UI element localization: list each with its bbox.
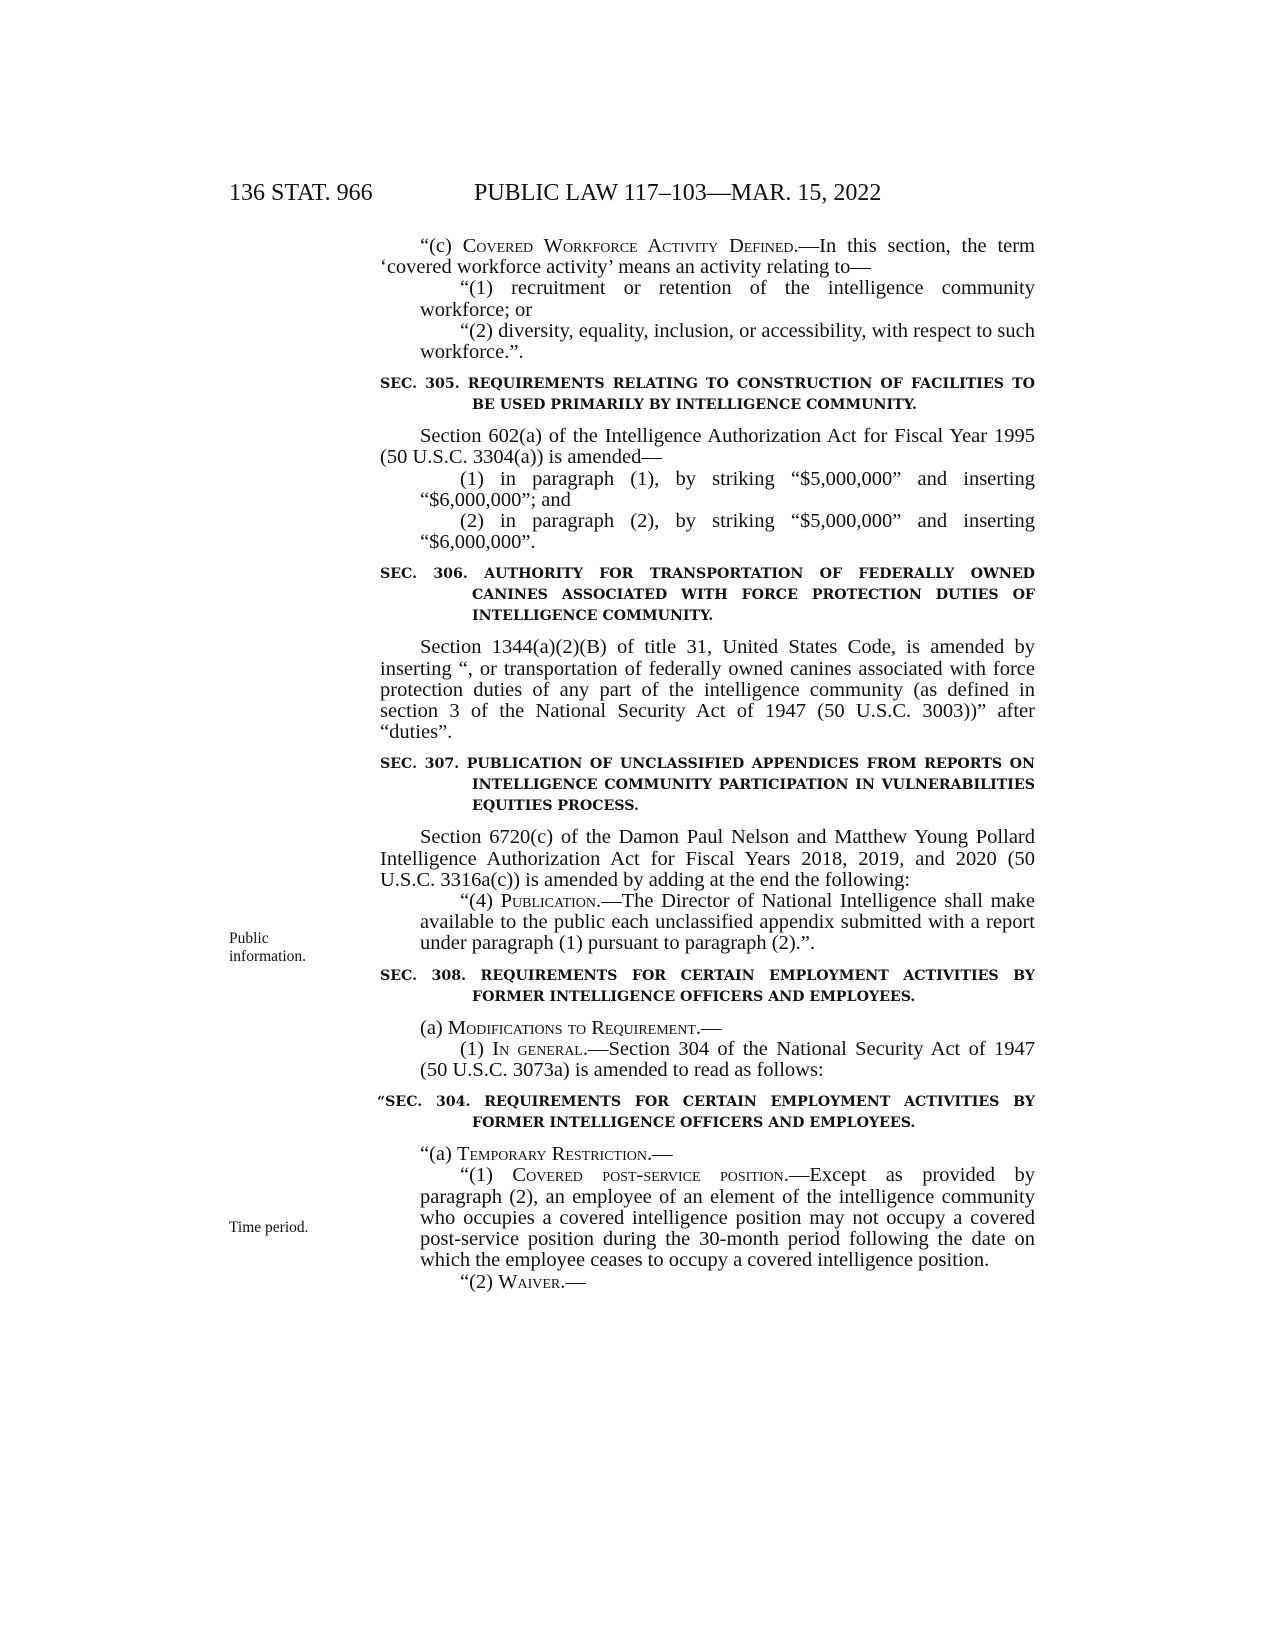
public-law-citation: PUBLIC LAW 117–103—MAR. 15, 2022 [474,180,882,206]
section-307-heading: SEC. 307. PUBLICATION OF UNCLASSIFIED APPENDICES FROM REPORTS ON INTELLIGENCE COMMUNITY PARTICIPATION IN VULNERABILITIES EQUITIES PROCESS. [380,756,1035,815]
subsection-heading: Temporary Restriction [456,1143,647,1166]
section-304-heading: “SEC. 304. REQUIREMENTS FOR CERTAIN EMPLOYMENT ACTIVITIES BY FORMER INTELLIGENCE OFFICERS AND EMPLOYEES. [377,1094,1035,1132]
section-304-paragraph-1 [380,1165,1035,1271]
section-305-heading: SEC. 305. REQUIREMENTS RELATING TO CONSTRUCTION OF FACILITIES TO BE USED PRIMARILY BY INTELLIGENCE COMMUNITY. [380,376,1035,414]
paragraph-open: “(a) [420,1143,457,1166]
section-305-intro: Section 602(a) of the Intelligence Authorization Act for Fiscal Year 1995 (50 U.S.C. 3304(a)) is amended— [380,425,1035,469]
page-header [229,180,929,220]
paragraph-open: “(4) [460,890,501,913]
paragraph-open: “(2) [460,1270,499,1293]
section-307-paragraph-4 [380,891,1035,955]
section-306-heading: SEC. 306. AUTHORITY FOR TRANSPORTATION OF FEDERALLY OWNED CANINES ASSOCIATED WITH FORCE PROTECTION DUTIES OF INTELLIGENCE COMMUNITY. [380,566,1035,625]
section-308-subsection-a [380,1018,1035,1039]
paragraph-text: .—Except as provided by paragraph (2), an employee of an element of the intelligence community who occupies a covered intelligence position may not occupy a covered post-service position during the 30-month period following the date on which the employee ceases to occupy a covered intelligence position. [420,1164,1035,1272]
section-308-paragraph-1 [380,1039,1035,1081]
section-304-subsection-a [380,1144,1035,1165]
paragraph-heading: Covered post-service position [512,1164,784,1187]
paragraph-open: “(1) [460,1164,513,1187]
margin-note-time-period: Time period. [229,1219,309,1236]
section-308-heading: SEC. 308. REQUIREMENTS FOR CERTAIN EMPLOYMENT ACTIVITIES BY FORMER INTELLIGENCE OFFICERS AND EMPLOYEES. [380,967,1035,1005]
margin-note-public-information [229,930,349,966]
section-305-paragraph-2: (2) in paragraph (2), by striking “$5,000,000” and inserting “$6,000,000”. [420,510,1035,554]
section-306-text: Section 1344(a)(2)(B) of title 31, United States Code, is amended by inserting “, or transportation of federally owned canines associated with force protection duties of any part of the intelligence community (as defined in section 3 of the National Security Act of 1947 (50 U.S.C. 3003))” after “duties”. [380,636,1035,744]
subsection-heading: Covered Workforce Activity Defined [462,235,794,257]
paragraph-text: .—Section 304 of the National Security Act of 1947 (50 U.S.C. 3073a) is amended to read as follows: [420,1037,1036,1082]
paragraph-text: .—In this section, the term ‘covered workforce activity’ means an activity relating to— [380,235,1036,279]
paragraph-text: .— [695,1016,722,1039]
paragraph-text: .— [560,1270,586,1293]
paragraph-open: (1) [460,1037,493,1060]
paragraph-open: “(c) [420,235,463,257]
subsection-heading: Modifications to Requirement [447,1016,696,1039]
section-307-text: Section 6720(c) of the Damon Paul Nelson and Matthew Young Pollard Intelligence Authorization Act for Fiscal Years 2018, 2019, and 2020 (50 U.S.C. 3316a(c)) is amended by adding at the end the following: [380,826,1035,891]
section-305-paragraph-1: (1) in paragraph (1), by striking “$5,000,000” and inserting “$6,000,000”; and [420,467,1035,511]
margin-note-line: Public [229,930,269,947]
paragraph-open: (a) [420,1016,448,1039]
paragraph-c2: “(2) diversity, equality, inclusion, or accessibility, with respect to such workforce.”. [420,319,1035,364]
paragraph-heading: In general [492,1037,583,1060]
paragraph-heading: Publication [500,890,597,913]
paragraph-text: .— [647,1143,673,1166]
paragraph-heading: Waiver [498,1270,561,1293]
stat-page-number: 136 STAT. 966 [229,180,373,206]
section-304-paragraph-2 [380,1272,1035,1293]
margin-note-line: information. [229,948,307,965]
document-body [377,235,1036,1293]
paragraph-c1: “(1) recruitment or retention of the intelligence community workforce; or [420,277,1035,321]
paragraph-text: .—The Director of National Intelligence shall make available to the public each unclassified appendix submitted with a report under paragraph (1) pursuant to paragraph (2).”. [420,890,1035,955]
subsection-c [380,236,1035,278]
